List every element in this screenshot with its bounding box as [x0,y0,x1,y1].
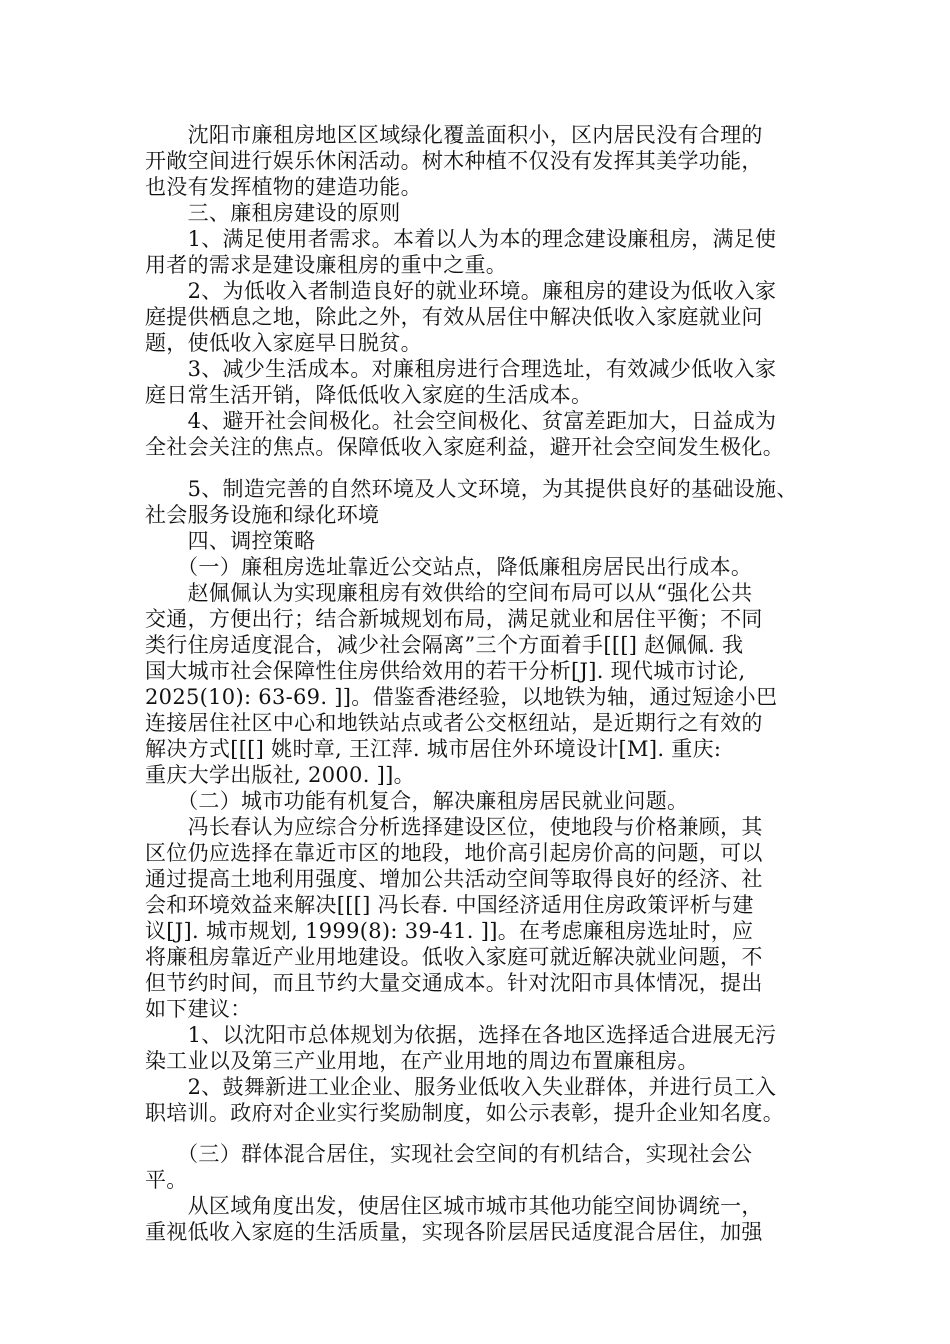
text-line: 平。 [145,1168,188,1192]
text-line: 全社会关注的焦点。保障低收入家庭利益，避开社会空间发生极化。 [145,435,784,459]
text-line: 5、制造完善的自然环境及人文环境，为其提供良好的基础设施、 [145,477,798,501]
text-line: 庭日常生活开销，降低低收入家庭的生活成本。 [145,383,593,407]
text-line: 如下建议： [145,997,252,1021]
text-line: 社会服务设施和绿化环境 [145,503,380,527]
section-heading: 三、廉租房建设的原则 [145,201,401,225]
text-line: 赵佩佩认为实现廉租房有效供给的空间布局可以从“强化公共 [145,581,753,605]
text-line: 开敞空间进行娱乐休闲活动。树木种植不仅没有发挥其美学功能， [145,149,763,173]
text-line: 2025(10): 63-69. ]]。借鉴香港经验，以地铁为轴，通过短途小巴 [145,685,778,709]
text-line: 1、满足使用者需求。本着以人为本的理念建设廉租房，满足使 [145,227,777,251]
subsection-heading: （一）廉租房选址靠近公交站点，降低廉租房居民出行成本。 [145,555,753,579]
text-line: 染工业以及第三产业用地，在产业用地的周边布置廉租房。 [145,1049,699,1073]
text-line: 会和环境效益来解决[[[] 冯长春. 中国经济适用住房政策评析与建 [145,893,754,917]
text-line: 重视低收入家庭的生活质量，实现各阶层居民适度混合居住，加强 [145,1220,763,1244]
text-line: 议[J]. 城市规划, 1999(8): 39-41. ]]。在考虑廉租房选址时，应 [145,919,754,943]
text-line: 沈阳市廉租房地区区域绿化覆盖面积小，区内居民没有合理的 [145,123,763,147]
text-line: 2、为低收入者制造良好的就业环境。廉租房的建设为低收入家 [145,279,777,303]
subsection-heading: （二）城市功能有机复合，解决廉租房居民就业问题。 [145,789,689,813]
text-line: 连接居住社区中心和地铁站点或者公交枢纽站，是近期行之有效的 [145,711,763,735]
subsection-heading: （三）群体混合居住，实现社会空间的有机结合，实现社会公 [145,1142,753,1166]
text-line: 但节约时间，而且节约大量交通成本。针对沈阳市具体情况，提出 [145,971,763,995]
text-line: 4、避开社会间极化。社会空间极化、贫富差距加大，日益成为 [145,409,777,433]
text-line: 从区域角度出发，使居住区城市城市其他功能空间协调统一， [145,1194,763,1218]
text-line: 1、以沈阳市总体规划为依据，选择在各地区选择适合进展无污 [145,1023,777,1047]
text-line: 也没有发挥植物的建造功能。 [145,175,422,199]
text-line: 解决方式[[[] 姚时章, 王江萍. 城市居住外环境设计[M]. 重庆: [145,737,722,761]
text-line: 题，使低收入家庭早日脱贫。 [145,331,422,355]
text-line: 冯长春认为应综合分析选择建设区位，使地段与价格兼顾，其 [145,815,763,839]
text-line: 庭提供栖息之地，除此之外，有效从居住中解决低收入家庭就业问 [145,305,763,329]
text-line: 2、鼓舞新进工业企业、服务业低收入失业群体，并进行员工入 [145,1075,777,1099]
text-line: 用者的需求是建设廉租房的重中之重。 [145,253,508,277]
text-line: 3、减少生活成本。对廉租房进行合理选址，有效减少低收入家 [145,357,777,381]
text-line: 职培训。政府对企业实行奖励制度，如公示表彰，提升企业知名度。 [145,1101,784,1125]
section-heading: 四、调控策略 [145,529,316,553]
text-line: 将廉租房靠近产业用地建设。低收入家庭可就近解决就业问题，不 [145,945,763,969]
text-line: 通过提高土地利用强度、增加公共活动空间等取得良好的经济、社 [145,867,763,891]
text-line: 区位仍应选择在靠近市区的地段，地价高引起房价高的问题，可以 [145,841,763,865]
text-line: 国大城市社会保障性住房供给效用的若干分析[J]. 现代城市讨论, [145,659,746,683]
text-line: 交通，方便出行；结合新城规划布局，满足就业和居住平衡；不同 [145,607,763,631]
text-line: 类行住房适度混合，减少社会隔离”三个方面着手[[[] 赵佩佩. 我 [145,633,744,657]
text-line: 重庆大学出版社, 2000. ]]。 [145,763,415,787]
